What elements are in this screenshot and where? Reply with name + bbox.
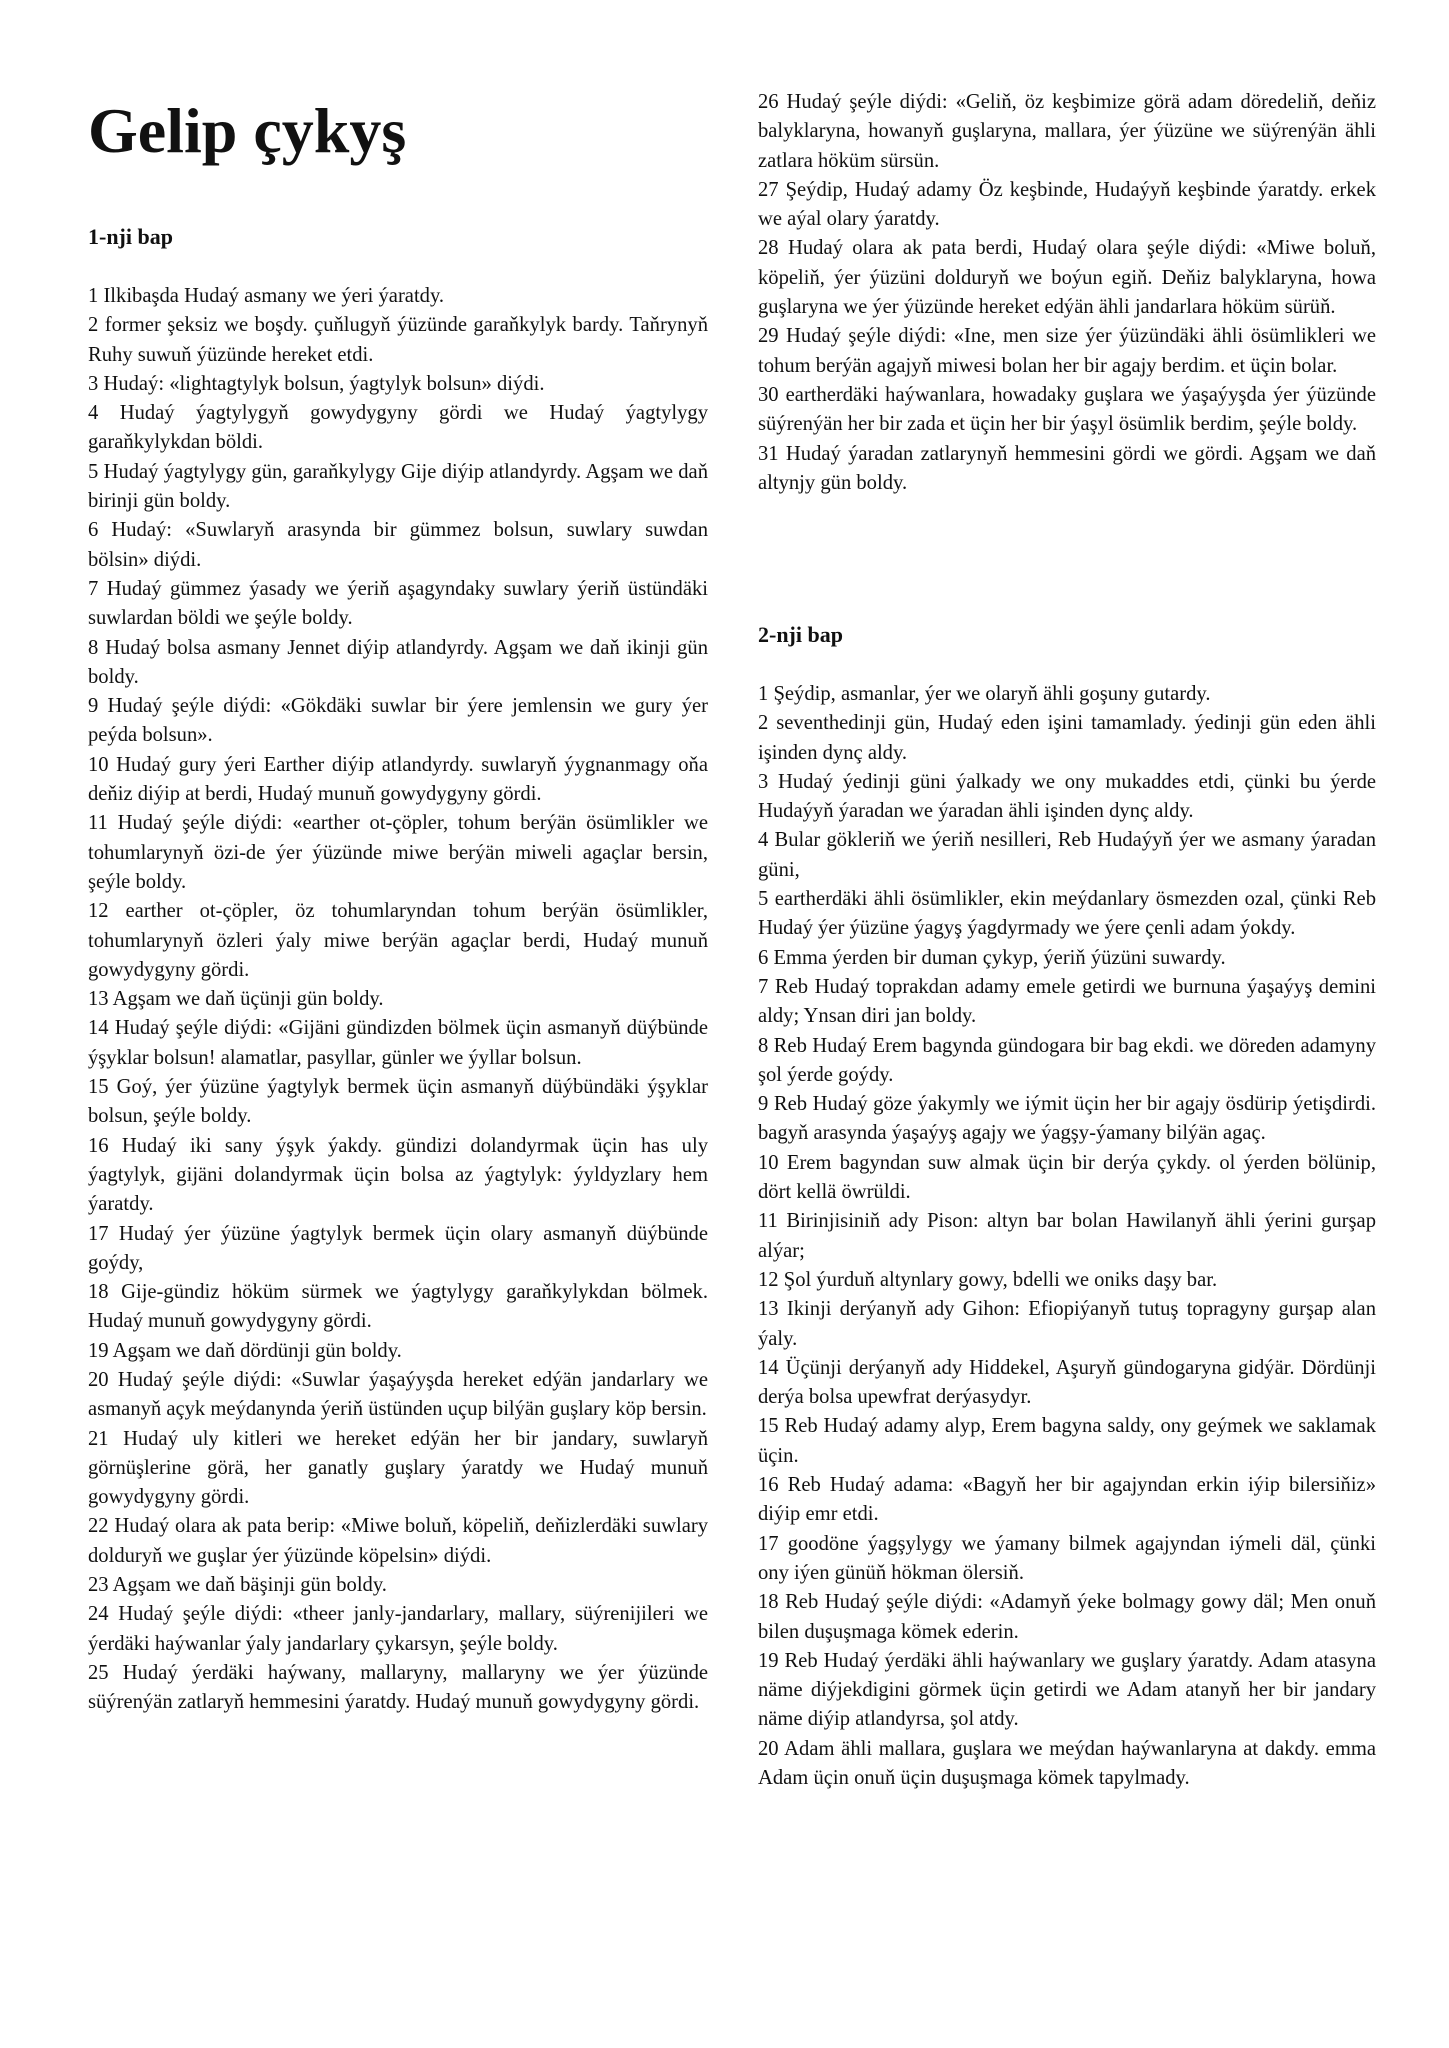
- verse-1-14: 14 Hudaý şeýle diýdi: «Gijäni gündizden bölmek üçin asmanyň düýbünde ýşyklar bolsun! alamatlar, pasyllar, günler we ýyllar bolsun.: [88, 1017, 708, 1069]
- verse-1-13: 13 Agşam we daň üçünji gün boldy.: [88, 988, 384, 1011]
- verse-2-1: 1 Şeýdip, asmanlar, ýer we olaryň ähli goşuny gutardy.: [758, 683, 1211, 705]
- verse-2-9: 9 Reb Hudaý göze ýakymly we iýmit üçin her bir agajy ösdürip ýetişdirdi. bagyň arasynda ýaşaýyş agajy we ýagşy-ýamany bilýän agaç.: [758, 1093, 1376, 1145]
- verse-2-6: 6 Emma ýerden bir duman çykyp, ýeriň ýüzüni suwardy.: [758, 946, 1226, 969]
- chapter-2-verses: [758, 680, 1376, 1793]
- verse-1-1: 1 Ilkibaşda Hudaý asmany we ýeri ýaratdy.: [88, 285, 445, 307]
- verse-1-5: 5 Hudaý ýagtylygy gün, garaňkylygy Gije diýip atlandyrdy. Agşam we daň birinji gün boldy.: [88, 460, 708, 513]
- verse-1-6: 6 Hudaý: «Suwlaryň arasynda bir gümmez bolsun, suwlary suwdan bölsin» diýdi.: [88, 519, 708, 571]
- verse-1-17: 17 Hudaý ýer ýüzüne ýagtylyk bermek üçin olary asmanyň düýbünde goýdy,: [88, 1222, 708, 1274]
- verse-1-29: 29 Hudaý şeýle diýdi: «Ine, men size ýer ýüzündäki ähli ösümlikleri we tohum berýän agajyň miwesi bolan her bir agajy berdim. et üçin bolar.: [758, 325, 1376, 377]
- verse-2-2: 2 seventhedinji gün, Hudaý eden işini tamamlady. ýedinji gün eden ähli işinden dynç aldy.: [758, 712, 1376, 764]
- verse-2-20: 20 Adam ähli mallara, guşlara we meýdan haýwanlaryna at dakdy. emma Adam üçin onuň üçin duşuşmaga kömek tapylmady.: [758, 1737, 1376, 1789]
- verse-1-4: 4 Hudaý ýagtylygyň gowydygyny gördi we Hudaý ýagtylygy garaňkylykdan böldi.: [88, 402, 708, 454]
- chapter-1-verses-right: [758, 88, 1376, 498]
- verse-1-10: 10 Hudaý gury ýeri Earther diýip atlandyrdy. suwlaryň ýygnanmagy oňa deňiz diýip at berdi, Hudaý munuň gowydygyny gördi.: [88, 753, 708, 806]
- verse-1-12: 12 earther ot-çöpler, öz tohumlaryndan tohum berýän ösümlikler, tohumlarynyň özleri ýaly miwe berýän agaçlar berdi, Hudaý munuň gowydygyny gördi.: [88, 900, 708, 981]
- verse-1-21: 21 Hudaý uly kitleri we hereket edýän her bir jandary, suwlaryň görnüşlerine görä, her ganatly guşlary ýaratdy we Hudaý munuň gowydygyny gördi.: [88, 1427, 708, 1509]
- verse-1-23: 23 Agşam we daň bäşinji gün boldy.: [88, 1574, 387, 1597]
- verse-2-5: 5 eartherdäki ähli ösümlikler, ekin meýdanlary ösmezden ozal, çünki Reb Hudaý ýer ýüzüne ýagyş ýagdyrmady we ýere çenli adam ýokdy.: [758, 888, 1376, 940]
- verse-2-14: 14 Üçünji derýanyň ady Hiddekel, Aşuryň gündogaryna gidýär. Dördünji derýa bolsa upewfrat derýasydyr.: [758, 1356, 1376, 1409]
- verse-1-25: 25 Hudaý ýerdäki haýwany, mallaryny, mallaryny we ýer ýüzünde süýrenýän zatlaryň hemmesini ýaratdy. Hudaý munuň gowydygyny gördi.: [88, 1661, 708, 1714]
- verse-2-19: 19 Reb Hudaý ýerdäki ähli haýwanlary we guşlary ýaratdy. Adam atasyna näme diýjekdigini görmek üçin getirdi we Adam atanyň her bir jandary näme diýip atlandyrsa, şol atdy.: [758, 1649, 1376, 1731]
- verse-1-18: 18 Gije-gündiz höküm sürmek we ýagtylygy garaňkylykdan bölmek. Hudaý munuň gowydygyny gördi.: [88, 1281, 708, 1333]
- verse-1-19: 19 Agşam we daň dördünji gün boldy.: [88, 1339, 402, 1362]
- chapter-2-heading: 2-nji bap: [758, 622, 843, 647]
- verse-1-20: 20 Hudaý şeýle diýdi: «Suwlar ýaşaýyşda hereket edýän jandarlary we asmanyň açyk meýdanynda ýeriň üstünden uçup bilýän guşlary köp bersin.: [88, 1368, 708, 1421]
- document-title: Gelip çykyş: [88, 95, 407, 166]
- verse-1-27: 27 Şeýdip, Hudaý adamy Öz keşbinde, Hudaýyň keşbinde ýaratdy. erkek we aýal olary ýaratdy.: [758, 178, 1376, 231]
- verse-1-2: 2 former şeksiz we boşdy. çuňlugyň ýüzünde garaňkylyk bardy. Taňrynyň Ruhy suwuň ýüzünde hereket etdi.: [88, 314, 708, 366]
- chapter-1-heading: 1-nji bap: [88, 224, 173, 249]
- verse-1-11: 11 Hudaý şeýle diýdi: «earther ot-çöpler, tohum berýän ösümlikler we tohumlarynyň özi-de ýer ýüzünde miwe berýän miweli agaçlar bersin, şeýle boldy.: [88, 812, 708, 893]
- verse-2-16: 16 Reb Hudaý adama: «Bagyň her bir agajyndan erkin iýip bilersiňiz» diýip emr etdi.: [758, 1474, 1376, 1526]
- verse-1-7: 7 Hudaý gümmez ýasady we ýeriň aşagyndaky suwlary ýeriň üstündäki suwlardan böldi we şeýle boldy.: [88, 577, 708, 630]
- verse-1-28: 28 Hudaý olara ak pata berdi, Hudaý olara şeýle diýdi: «Miwe boluň, köpeliň, ýer ýüzüni dolduryň we boýun egiň. Deňiz balyklaryna, howa guşlaryna we ýer ýüzünde hereket edýän ähli jandarlara höküm sürüň.: [758, 237, 1376, 319]
- verse-2-4: 4 Bular gökleriň we ýeriň nesilleri, Reb Hudaýyň ýer we asmany ýaradan güni,: [758, 829, 1376, 881]
- verse-1-30: 30 eartherdäki haýwanlara, howadaky guşlara we ýaşaýyşda ýer ýüzünde süýrenýän her bir zada et üçin her bir ýaşyl ösümlik berdim, şeýle boldy.: [758, 383, 1376, 436]
- verse-2-11: 11 Birinjisiniň ady Pison: altyn bar bolan Hawilanyň ähli ýerini gurşap alýar;: [758, 1210, 1376, 1262]
- verse-2-10: 10 Erem bagyndan suw almak üçin bir derýa çykdy. ol ýerden bölünip, dört kellä öwrüldi.: [758, 1151, 1376, 1204]
- verse-2-8: 8 Reb Hudaý Erem bagynda gündogara bir bag ekdi. we döreden adamyny şol ýerde goýdy.: [758, 1034, 1376, 1086]
- verse-1-15: 15 Goý, ýer ýüzüne ýagtylyk bermek üçin asmanyň düýbündäki ýşyklar bolsun, şeýle boldy.: [88, 1076, 708, 1128]
- verse-1-22: 22 Hudaý olara ak pata berip: «Miwe boluň, köpeliň, deňizlerdäki suwlary dolduryň we guşlar ýer ýüzünde köpelsin» diýdi.: [88, 1515, 708, 1567]
- verse-1-3: 3 Hudaý: «lightagtylyk bolsun, ýagtylyk bolsun» diýdi.: [88, 372, 545, 395]
- verse-2-12: 12 Şol ýurduň altynlary gowy, bdelli we oniks daşy bar.: [758, 1268, 1218, 1291]
- verse-1-16: 16 Hudaý iki sany ýşyk ýakdy. gündizi dolandyrmak üçin has uly ýagtylyk, gijäni dolandyrmak üçin bolsa az ýagtylyk: ýyldyzlary hem ýaratdy.: [88, 1134, 708, 1216]
- verse-2-3: 3 Hudaý ýedinji güni ýalkady we ony mukaddes etdi, çünki bu ýerde Hudaýyň ýaradan we ýaradan ähli işinden dynç aldy.: [758, 770, 1376, 823]
- verse-1-8: 8 Hudaý bolsa asmany Jennet diýip atlandyrdy. Agşam we daň ikinji gün boldy.: [88, 636, 708, 688]
- chapter-1-verses-left: [88, 282, 708, 1718]
- verse-1-9: 9 Hudaý şeýle diýdi: «Gökdäki suwlar bir ýere jemlensin we gury ýer peýda bolsun».: [88, 695, 708, 747]
- verse-2-7: 7 Reb Hudaý toprakdan adamy emele getirdi we burnuna ýaşaýyş demini aldy; Ynsan diri jan boldy.: [758, 975, 1376, 1028]
- verse-1-24: 24 Hudaý şeýle diýdi: «theer janly-jandarlary, mallary, süýrenijileri we ýerdäki haýwanlar ýaly jandarlary çykarsyn, şeýle boldy.: [88, 1603, 708, 1655]
- verse-2-18: 18 Reb Hudaý şeýle diýdi: «Adamyň ýeke bolmagy gowy däl; Men onuň bilen duşuşmaga kömek ederin.: [758, 1591, 1376, 1643]
- verse-2-15: 15 Reb Hudaý adamy alyp, Erem bagyna saldy, ony geýmek we saklamak üçin.: [758, 1415, 1376, 1467]
- verse-2-17: 17 goodöne ýagşylygy we ýamany bilmek agajyndan iýmeli däl, çünki ony iýen günüň hökman ölersiň.: [758, 1532, 1376, 1584]
- verse-1-26: 26 Hudaý şeýle diýdi: «Geliň, öz keşbimize görä adam döredeliň, deňiz balyklaryna, howanyň guşlaryna, mallara, ýer ýüzüne we süýrenýän ähli zatlara höküm sürsün.: [758, 91, 1376, 172]
- verse-2-13: 13 Ikinji derýanyň ady Gihon: Efiopiýanyň tutuş topragyny gurşap alan ýaly.: [758, 1298, 1376, 1350]
- verse-1-31: 31 Hudaý ýaradan zatlarynyň hemmesini gördi we gördi. Agşam we daň altynjy gün boldy.: [758, 442, 1376, 494]
